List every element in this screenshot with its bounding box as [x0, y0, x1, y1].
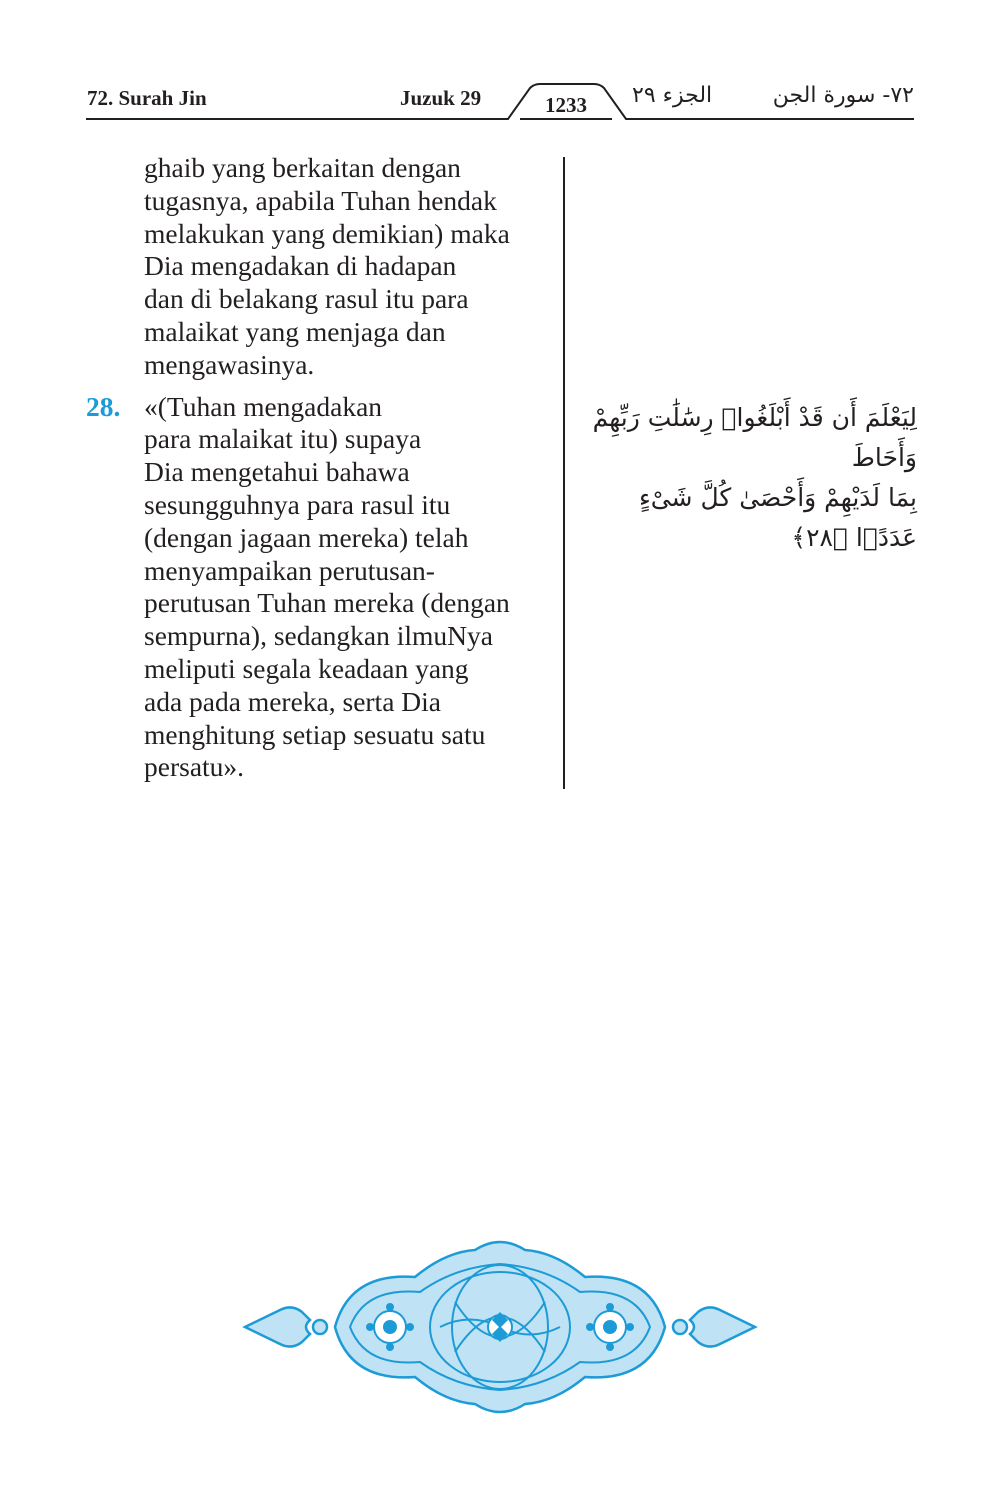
header-arabic-surah: ٧٢- سورة الجن — [772, 83, 914, 108]
text-line: melakukan yang demikian) maka — [144, 217, 510, 249]
text-line: para malaikat itu) supaya — [144, 423, 422, 455]
decorative-ornament — [240, 1232, 760, 1422]
text-line: persatu». — [144, 751, 245, 783]
text-line: sempurna), sedangkan ilmuNya — [144, 620, 494, 652]
verse-number: 28. — [86, 390, 121, 422]
verse-28-translation — [86, 390, 556, 785]
header-arabic-juz: الجزء ٢٩ — [632, 83, 713, 108]
header-surah-label: 72. Surah Jin — [87, 86, 207, 110]
text-line: dan di belakang rasul itu para — [144, 283, 469, 315]
arabic-line: لِيَعْلَمَ أَن قَدْ أَبْلَغُوا۟ رِسَٰلَٰتِ رَبِّهِمْ وَأَحَاطَ — [592, 403, 917, 472]
header-rule — [0, 0, 1000, 130]
text-line: Dia mengetahui bahawa — [144, 456, 410, 488]
arabic-line: بِمَا لَدَيْهِمْ وَأَحْصَىٰ كُلَّ شَىْءٍ عَدَدًۢا ﴿٢٨﴾ — [638, 483, 917, 552]
translation-column — [86, 152, 556, 784]
text-line: «(Tuhan mengadakan — [144, 390, 383, 422]
text-line: menyampaikan perutusan- — [144, 554, 435, 586]
continuation-paragraph — [144, 152, 556, 382]
text-line: sesungguhnya para rasul itu — [144, 488, 451, 520]
page-number: 1233 — [545, 93, 587, 117]
text-line: perutusan Tuhan mereka (dengan — [144, 587, 510, 619]
text-line: tugasnya, apabila Tuhan hendak — [144, 184, 497, 216]
text-line: menghitung setiap sesuatu satu — [144, 718, 486, 750]
header-juz-label: Juzuk 29 — [400, 86, 482, 110]
text-line: malaikat yang menjaga dan — [144, 315, 446, 347]
arabic-verse-28 — [585, 398, 917, 558]
text-line: (dengan jagaan mereka) telah — [144, 521, 469, 553]
column-divider — [563, 157, 565, 789]
text-line: mengawasinya. — [144, 348, 315, 380]
text-line: ada pada mereka, serta Dia — [144, 685, 441, 717]
text-line: ghaib yang berkaitan dengan — [144, 152, 461, 183]
text-line: Dia mengadakan di hadapan — [144, 250, 457, 282]
text-line: meliputi segala keadaan yang — [144, 652, 469, 684]
